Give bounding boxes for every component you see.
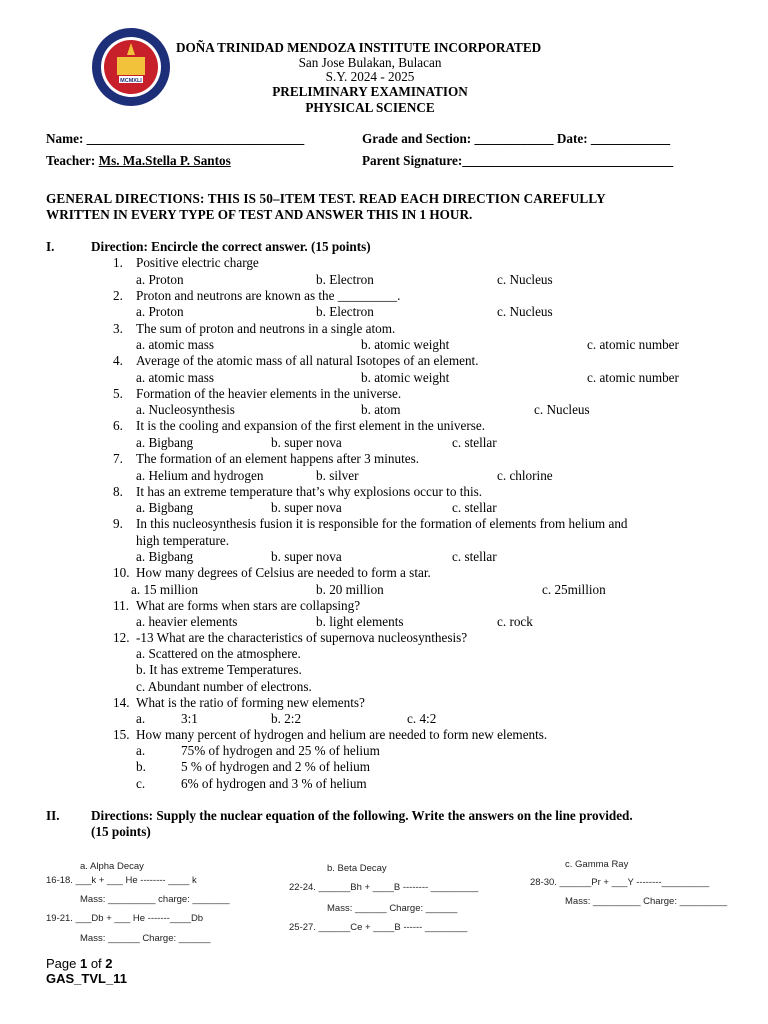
choice-a[interactable]: a. atomic mass <box>136 337 215 352</box>
question-number: 12. <box>113 630 130 645</box>
beta-mass-charge-1[interactable]: Mass: ______ Charge: ______ <box>327 903 458 914</box>
teacher-name: Ms. Ma.Stella P. Santos <box>98 153 231 168</box>
choice-c[interactable]: c. chlorine <box>497 468 553 483</box>
choice-b[interactable]: b. light elements <box>316 614 404 629</box>
question-text: The formation of an element happens after 3 minutes. <box>136 451 420 466</box>
choice-b[interactable]: b. super nova <box>271 435 342 450</box>
question-number: 8. <box>113 484 123 499</box>
choice-c[interactable]: c. Nucleus <box>497 304 553 319</box>
grade-date-field[interactable]: Grade and Section: ____________ Date: ____________ <box>362 131 671 146</box>
choice-b[interactable]: b. 2:2 <box>271 711 302 726</box>
question-number: 9. <box>113 516 123 531</box>
section1-numeral: I. <box>46 239 55 254</box>
question-number: 1. <box>113 255 123 270</box>
parent-signature-field[interactable]: Parent Signature:________________________________ <box>362 153 674 168</box>
choice-b[interactable]: b. super nova <box>271 549 342 564</box>
section2-numeral: II. <box>46 808 60 823</box>
question-number: 3. <box>113 321 123 336</box>
choice-c[interactable]: c. 4:2 <box>407 711 437 726</box>
question-number: 11. <box>113 598 129 613</box>
alpha-mass-charge-2[interactable]: Mass: ______ Charge: ______ <box>80 933 211 944</box>
choice-c[interactable]: c. Nucleus <box>497 272 553 287</box>
choice-b[interactable]: b. atomic weight <box>361 370 450 385</box>
choice-b[interactable]: b. Electron <box>316 272 374 287</box>
page-total: 2 <box>105 956 113 971</box>
question-number: 4. <box>113 353 123 368</box>
choice-a[interactable]: a. Bigbang <box>136 500 194 515</box>
choice-a[interactable]: a. Nucleosynthesis <box>136 402 235 417</box>
choice-a[interactable]: a. heavier elements <box>136 614 238 629</box>
question-text: In this nucleosynthesis fusion it is responsible for the formation of elements from helium and <box>136 516 628 531</box>
question-text: Positive electric charge <box>136 255 259 270</box>
question-text: What are forms when stars are collapsing? <box>136 598 361 613</box>
page-indicator <box>46 956 113 971</box>
question-number: 7. <box>113 451 123 466</box>
choice-a[interactable]: a. Helium and hydrogen <box>136 468 264 483</box>
choice-c[interactable]: c. stellar <box>452 435 497 450</box>
school-address: San Jose Bulakan, Bulacan <box>298 55 442 70</box>
exam-title: PRELIMINARY EXAMINATION <box>272 84 468 99</box>
page-number: 1 <box>79 956 88 971</box>
choice-c[interactable]: c. atomic number <box>587 337 679 352</box>
question-text: Proton and neutrons are known as the _________. <box>136 288 401 303</box>
question-text: It has an extreme temperature that’s why explosions occur to this. <box>136 484 483 499</box>
choice-a[interactable]: a. Bigbang <box>136 435 194 450</box>
choice-c[interactable]: c. stellar <box>452 549 497 564</box>
choice-c[interactable]: c. atomic number <box>587 370 679 385</box>
question-number: 15. <box>113 727 130 742</box>
question-text: -13 What are the characteristics of supernova nucleosynthesis? <box>136 630 468 645</box>
alpha-mass-charge-1[interactable]: Mass: _________ charge: _______ <box>80 894 230 905</box>
choice-a[interactable]: 3:1 <box>181 711 198 726</box>
choice-a[interactable]: a. Proton <box>136 272 184 287</box>
question-text: Formation of the heavier elements in the universe. <box>136 386 402 401</box>
question-number: 5. <box>113 386 123 401</box>
choice-b[interactable]: b. Electron <box>316 304 374 319</box>
gamma-mass-charge-1[interactable]: Mass: _________ Charge: _________ <box>565 896 728 907</box>
choice-a[interactable]: a. atomic mass <box>136 370 215 385</box>
choice-c[interactable]: 6% of hydrogen and 3 % of helium <box>181 776 367 791</box>
alpha-equation-1[interactable]: 16-18. ___k + ___ He -------- ____ k <box>46 875 197 886</box>
choice-b[interactable]: b. silver <box>316 468 359 483</box>
choice-a[interactable]: a. Proton <box>136 304 184 319</box>
document-code: GAS_TVL_11 <box>46 971 127 986</box>
beta-equation-2[interactable]: 25-27. ______Ce + ____B ------ ________ <box>289 922 468 933</box>
svg-text:MCMXLI: MCMXLI <box>120 78 142 84</box>
gamma-ray-heading: c. Gamma Ray <box>565 859 629 870</box>
choice-a[interactable]: 75% of hydrogen and 25 % of helium <box>181 743 380 758</box>
choice-a-letter: a. <box>136 711 146 726</box>
choice-b[interactable]: b. atom <box>361 402 401 417</box>
choice-c-letter: c. <box>136 776 146 791</box>
choice-b-letter: b. <box>136 759 146 774</box>
choice-b[interactable]: b. It has extreme Temperatures. <box>136 662 302 677</box>
question-text: How many percent of hydrogen and helium are needed to form new elements. <box>136 727 548 742</box>
question-text: The sum of proton and neutrons in a single atom. <box>136 321 396 336</box>
section2-title: Directions: Supply the nuclear equation of the following. Write the answers on the line provided. <box>91 808 633 823</box>
choice-c[interactable]: c. stellar <box>452 500 497 515</box>
gamma-equation-1[interactable]: 28-30. ______Pr + ___Y --------_________ <box>530 877 710 888</box>
question-number: 6. <box>113 418 123 433</box>
page-prefix: Page <box>46 956 80 971</box>
general-directions-line1: GENERAL DIRECTIONS: THIS IS 50–ITEM TEST. READ EACH DIRECTION CAREFULLY <box>46 191 606 206</box>
question-text: It is the cooling and expansion of the first element in the universe. <box>136 418 486 433</box>
choice-c[interactable]: c. Nucleus <box>534 402 590 417</box>
choice-c[interactable]: c. Abundant number of electrons. <box>136 679 312 694</box>
choice-a[interactable]: a. Bigbang <box>136 549 194 564</box>
choice-b[interactable]: b. atomic weight <box>361 337 450 352</box>
section2-title-cont: (15 points) <box>91 824 151 839</box>
choice-b[interactable]: b. super nova <box>271 500 342 515</box>
subject-title: PHYSICAL SCIENCE <box>305 100 435 115</box>
page-mid: of <box>87 956 106 971</box>
choice-a[interactable]: a. Scattered on the atmosphere. <box>136 646 301 661</box>
beta-equation-1[interactable]: 22-24. ______Bh + ____B -------- _________ <box>289 882 479 893</box>
question-text-cont: high temperature. <box>136 533 230 548</box>
question-number: 14. <box>113 695 130 710</box>
teacher-field <box>46 153 231 169</box>
school-seal-logo <box>91 27 171 107</box>
question-text: How many degrees of Celsius are needed to form a star. <box>136 565 431 580</box>
alpha-decay-heading: a. Alpha Decay <box>80 861 144 872</box>
name-field[interactable]: Name: _________________________________ <box>46 131 305 146</box>
choice-c[interactable]: c. rock <box>497 614 533 629</box>
question-text: Average of the atomic mass of all natural Isotopes of an element. <box>136 353 479 368</box>
choice-a[interactable]: a. 15 million <box>131 582 199 597</box>
institution-name: DOÑA TRINIDAD MENDOZA INSTITUTE INCORPORATED <box>176 40 542 55</box>
question-text: What is the ratio of forming new elements? <box>136 695 365 710</box>
beta-decay-heading: b. Beta Decay <box>327 863 387 874</box>
general-directions-line2: WRITTEN IN EVERY TYPE OF TEST AND ANSWER THIS IN 1 HOUR. <box>46 207 473 222</box>
teacher-label: Teacher: <box>46 153 96 168</box>
section1-title: Direction: Encircle the correct answer. (15 points) <box>91 239 371 254</box>
choice-b[interactable]: b. 20 million <box>316 582 384 597</box>
question-number: 2. <box>113 288 123 303</box>
choice-c[interactable]: c. 25million <box>542 582 606 597</box>
choice-a-letter: a. <box>136 743 146 758</box>
choice-b[interactable]: 5 % of hydrogen and 2 % of helium <box>181 759 370 774</box>
school-year: S.Y. 2024 - 2025 <box>325 69 415 84</box>
question-number: 10. <box>113 565 130 580</box>
alpha-equation-2[interactable]: 19-21. ___Db + ___ He -------____Db <box>46 913 204 924</box>
